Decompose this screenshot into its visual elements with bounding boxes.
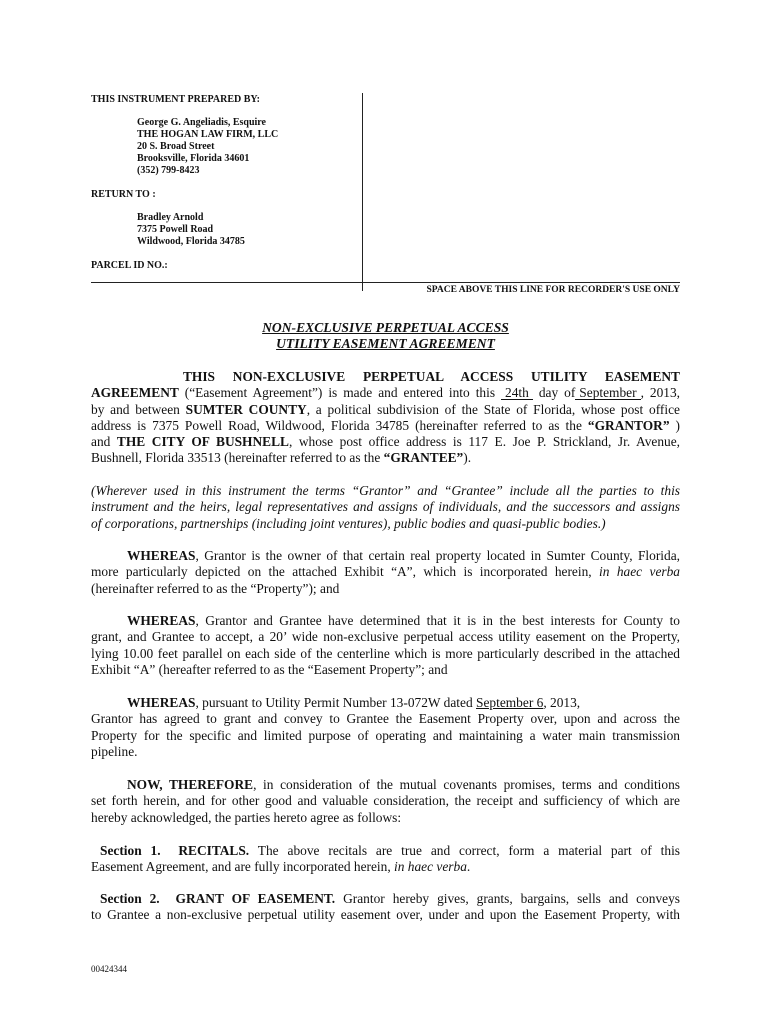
text-line xyxy=(91,891,680,907)
bold-text: WHEREAS xyxy=(127,695,196,710)
text-segment: , whose post office address is 117 E. Joe P. Strickland, Jr. Avenue, xyxy=(288,434,681,449)
prepared-by-label: THIS INSTRUMENT PREPARED BY: xyxy=(91,94,261,105)
text-line xyxy=(91,810,680,826)
text-segment: grant, and Grantee to accept, a 20’ wide non-exclusive perpetual access utility easement on the Property, xyxy=(91,629,680,645)
text-line xyxy=(91,516,680,532)
preparer-name: George G. Angeliadis, Esquire xyxy=(137,117,266,128)
paragraph-parties xyxy=(91,369,680,467)
text-line xyxy=(91,548,680,564)
text-line xyxy=(91,843,680,859)
text-segment: to Grantee a non-exclusive perpetual utility easement over, under and upon the Easement Property, with xyxy=(91,907,680,923)
section-2-grant-of-easement xyxy=(91,891,680,924)
preparer-phone: (352) 799-8423 xyxy=(137,165,200,176)
recorder-divider-vertical xyxy=(362,93,363,291)
return-to-street: 7375 Powell Road xyxy=(137,224,214,235)
text-line xyxy=(91,777,680,793)
preparer-firm: THE HOGAN LAW FIRM, LLC xyxy=(137,129,279,140)
text-segment: Exhibit “A” (hereafter referred to as the “Easement Property”; and xyxy=(91,661,448,677)
recorder-divider-horizontal xyxy=(91,282,680,283)
return-to-name: Bradley Arnold xyxy=(137,212,204,223)
paragraph-now-therefore xyxy=(91,777,680,826)
underlined-date: September 6 xyxy=(476,695,544,710)
italic-text: in haec verba xyxy=(599,564,680,580)
text-segment: ). xyxy=(463,450,472,466)
text-segment: (hereinafter referred to as the “Property”); and xyxy=(91,580,340,596)
text-line xyxy=(91,695,680,711)
text-segment: , pursuant to Utility Permit Number 13-072W dated xyxy=(195,695,477,710)
text-line xyxy=(91,402,680,418)
bold-text: SUMTER COUNTY xyxy=(185,401,307,417)
italic-text: instrument and the heirs, legal representatives and assigns of individuals, and the successors and assigns xyxy=(91,499,680,515)
preparer-street: 20 S. Broad Street xyxy=(137,141,215,152)
paragraph-whereas-1 xyxy=(91,548,680,597)
text-segment: Bushnell, Florida 33513 (hereinafter referred to as the xyxy=(91,450,384,466)
text-segment: The above recitals are true and correct, form a material part of this xyxy=(249,843,681,858)
text-segment: Easement Agreement, and are fully incorporated herein, xyxy=(91,859,395,875)
document-number: 00424344 xyxy=(91,964,127,974)
text-segment: Grantor has agreed to grant and convey to Grantee the Easement Property over, upon and across the xyxy=(91,711,680,727)
bold-text: “GRANTEE” xyxy=(383,450,464,466)
text-line xyxy=(91,483,680,499)
bold-text: THIS NON-EXCLUSIVE PERPETUAL ACCESS UTILITY EASEMENT xyxy=(183,369,680,384)
text-segment: Property for the specific and limited purpose of operating and maintaining a water main transmission xyxy=(91,727,680,743)
text-segment: , a political subdivision of the State of Florida, whose post office xyxy=(306,401,680,417)
text-segment: (“Easement Agreement”) is made and entered into this xyxy=(178,385,502,401)
paragraph-definitions xyxy=(91,483,680,532)
text-segment: pipeline. xyxy=(91,743,138,759)
text-segment: ) xyxy=(669,417,680,433)
return-to-city: Wildwood, Florida 34785 xyxy=(137,236,245,247)
text-line xyxy=(91,728,680,744)
text-segment: more particularly depicted on the attached Exhibit “A”, which is incorporated herein, xyxy=(91,564,600,580)
text-line xyxy=(91,450,680,466)
text-segment: , Grantor is the owner of that certain real property located in Sumter County, Florida, xyxy=(195,548,680,563)
recorder-note: SPACE ABOVE THIS LINE FOR RECORDER'S USE ONLY xyxy=(426,285,680,295)
date-month-field: September xyxy=(575,386,640,400)
text-line xyxy=(91,418,680,434)
bold-text: THE CITY OF BUSHNELL xyxy=(116,434,289,449)
text-line xyxy=(91,907,680,923)
text-line xyxy=(91,385,680,401)
text-line xyxy=(91,434,680,450)
text-segment: , 2013, xyxy=(543,695,581,710)
date-day-field: 24th xyxy=(501,386,533,400)
text-line xyxy=(91,629,680,645)
italic-text: in haec verba xyxy=(394,859,467,875)
return-to-label: RETURN TO : xyxy=(91,189,156,200)
parcel-id-label: PARCEL ID NO.: xyxy=(91,260,168,271)
bold-text: WHEREAS xyxy=(127,613,196,628)
bold-text: NOW, THEREFORE xyxy=(127,777,254,792)
bold-text: “GRANTOR” xyxy=(587,417,670,433)
document-title-line-2: UTILITY EASEMENT AGREEMENT xyxy=(276,336,495,351)
text-segment: , Grantor and Grantee have determined that it is in the best interests for County to xyxy=(195,613,680,628)
bold-text: AGREEMENT xyxy=(91,385,179,401)
section-1-recitals xyxy=(91,843,680,876)
text-segment: hereby acknowledged, the parties hereto agree as follows: xyxy=(91,809,402,825)
text-segment: and xyxy=(91,434,117,449)
paragraph-whereas-3 xyxy=(91,695,680,760)
text-line xyxy=(91,793,680,809)
text-segment: set forth herein, and for other good and valuable consideration, the receipt and sufficiency of which are xyxy=(91,793,680,809)
text-segment: . xyxy=(466,859,471,875)
text-line xyxy=(91,369,680,385)
text-segment: address is 7375 Powell Road, Wildwood, Florida 34785 (hereinafter referred to as the xyxy=(91,417,588,433)
text-line xyxy=(91,646,680,662)
text-line xyxy=(91,613,680,629)
text-line xyxy=(91,744,680,760)
section-heading: Section 1. RECITALS. xyxy=(100,843,250,858)
text-line xyxy=(91,564,680,580)
text-line xyxy=(91,662,680,678)
text-line xyxy=(91,499,680,515)
bold-text: WHEREAS xyxy=(127,548,196,563)
text-line xyxy=(91,711,680,727)
text-segment: Grantor hereby gives, grants, bargains, sells and conveys xyxy=(335,891,680,906)
paragraph-whereas-2 xyxy=(91,613,680,678)
text-segment: , in consideration of the mutual covenants promises, terms and conditions xyxy=(253,777,681,792)
text-line xyxy=(91,859,680,875)
text-segment: , 2013, xyxy=(640,385,681,401)
italic-text: (Wherever used in this instrument the terms “Grantor” and “Grantee” include all the parties to this xyxy=(91,483,680,498)
text-segment: by and between xyxy=(91,401,186,417)
section-heading: Section 2. GRANT OF EASEMENT. xyxy=(100,891,336,906)
document-title-line-1: NON-EXCLUSIVE PERPETUAL ACCESS xyxy=(262,320,509,335)
italic-text: of corporations, partnerships (including joint ventures), public bodies and quasi-public bodies.) xyxy=(91,515,606,531)
preparer-city: Brooksville, Florida 34601 xyxy=(137,153,250,164)
text-segment: day of xyxy=(532,385,576,401)
text-line xyxy=(91,581,680,597)
text-segment: lying 10.00 feet parallel on each side of the centerline which is more particularly described in the attached xyxy=(91,645,680,661)
